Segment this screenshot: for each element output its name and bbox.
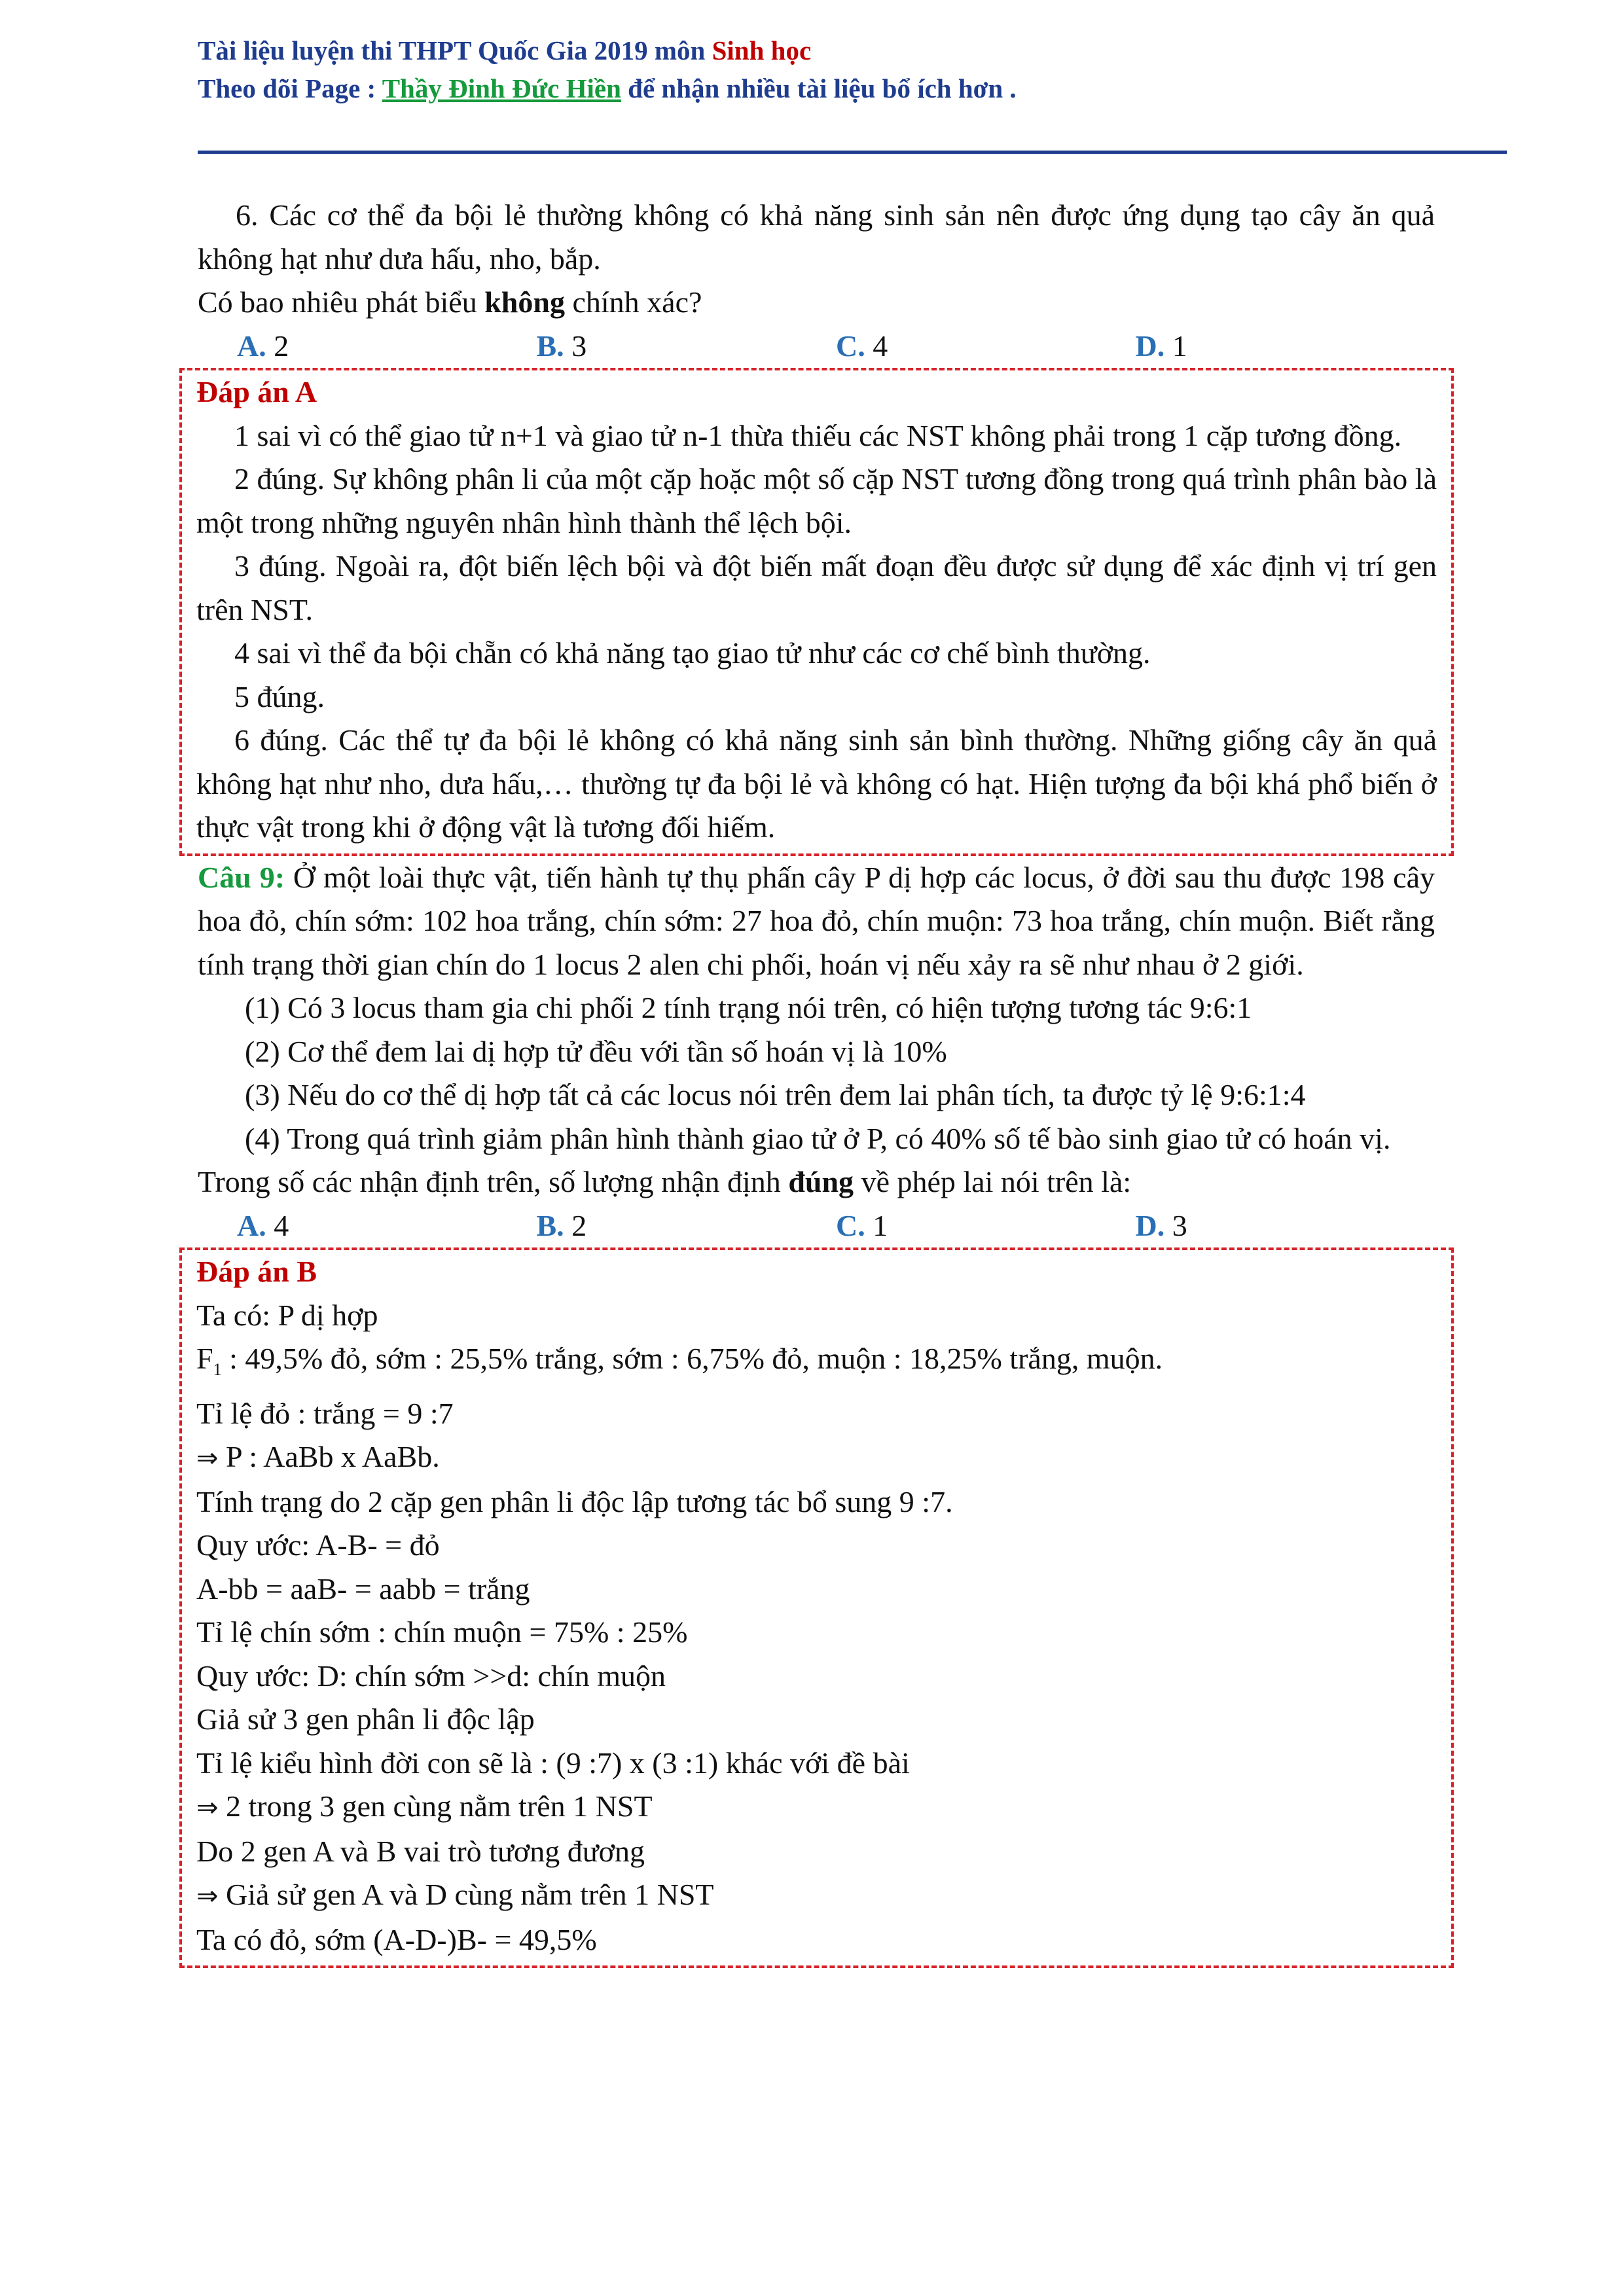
q9-stem: Câu 9: Ở một loài thực vật, tiến hành tự thụ phấn cây P dị hợp các locus, ở đời sau thu được 198 cây hoa đỏ, chín sớm: 102 hoa trắng, chín sớm: 27 hoa đỏ, chín muộn: 73 hoa trắng, chín muộn. Biết rằng tính trạng thời gian chín do 1 locus 2 alen chi phối, hoán vị nếu xảy ra sẽ như nhau ở 2 giới. (198, 860, 1435, 981)
q9-answer-line: Tỉ lệ kiểu hình đời con sẽ là : (9 :7) x (3 :1) khác với đề bài (196, 1746, 910, 1780)
q8-answer-box (179, 368, 1454, 856)
q8-choice-c[interactable]: C. 4 (836, 329, 888, 363)
header-title: Tài liệu luyện thi THPT Quốc Gia 2019 môn (198, 35, 712, 65)
q9-label: Câu 9: (198, 860, 285, 894)
q9-answer-line: Tỉ lệ đỏ : trắng = 9 :7 (196, 1396, 454, 1430)
q9-answer-title: Đáp án B (196, 1255, 317, 1288)
q9-answer-line: Ta có: P dị hợp (196, 1298, 378, 1332)
q8-answer-line: 2 đúng. Sự không phân li của một cặp hoặc một số cặp NST tương đồng trong quá trình phân bào là một trong những nguyên nhân hình thành thể lệch bội. (196, 462, 1437, 539)
q9-choice-c[interactable]: C. 1 (836, 1208, 888, 1242)
q8-answer-line: 5 đúng. (234, 679, 325, 713)
q8-answer-line: 1 sai vì có thể giao tử n+1 và giao tử n-1 thừa thiếu các NST không phải trong 1 cặp tương đồng. (234, 418, 1402, 452)
q9-answer-line: Quy ước: D: chín sớm >>d: chín muộn (196, 1659, 666, 1693)
q9-answer-line: ⇒ P : AaBb x AaBb. (196, 1440, 440, 1474)
q9-answer-f1-line: $F_1$ : 49,5% đỏ, sớm : 25,5% trắng, sớm : 6,75% đỏ, muộn : 18,25% trắng, muộn. (196, 1342, 1163, 1380)
q9-answer-line: ⇒ Giả sử gen A và D cùng nằm trên 1 NST (196, 1878, 714, 1912)
implies-arrow-icon: ⇒ (196, 1793, 219, 1823)
page-content (198, 194, 1435, 1968)
q8-answer-title: Đáp án A (196, 375, 317, 408)
header-divider (198, 151, 1507, 154)
q8-choice-d[interactable]: D. 1 (1135, 329, 1187, 363)
header-follow-suffix: để nhận nhiều tài liệu bổ ích hơn . (621, 73, 1017, 103)
header-subject: Sinh học (712, 35, 812, 65)
q8-answer-line: 4 sai vì thể đa bội chẵn có khả năng tạo giao tử như các cơ chế bình thường. (234, 636, 1151, 670)
q8-choice-a[interactable]: A. 2 (237, 329, 289, 363)
implies-arrow-icon: ⇒ (196, 1443, 219, 1474)
implies-arrow-icon: ⇒ (196, 1881, 219, 1912)
q9-statement: (1) Có 3 locus tham gia chi phối 2 tính trạng nói trên, có hiện tượng tương tác 9:6:1 (245, 991, 1252, 1024)
q9-choice-b[interactable]: B. 2 (536, 1208, 587, 1242)
q9-choices (198, 1204, 1435, 1248)
q9-choice-d[interactable]: D. 3 (1135, 1208, 1187, 1242)
q8-choice-b[interactable]: B. 3 (536, 329, 587, 363)
q9-answer-line: ⇒ 2 trong 3 gen cùng nằm trên 1 NST (196, 1789, 653, 1823)
page-header (198, 31, 1507, 107)
header-follow-text: Theo dõi Page : (198, 73, 382, 103)
q9-answer-line: Giả sử 3 gen phân li độc lập (196, 1702, 535, 1736)
q9-statement: (3) Nếu do cơ thể dị hợp tất cả các locus nói trên đem lai phân tích, ta được tỷ lệ 9:6:1:4 (245, 1078, 1306, 1111)
q9-choice-a[interactable]: A. 4 (237, 1208, 289, 1242)
header-line-1 (198, 31, 1507, 69)
q9-answer-line: Tỉ lệ chín sớm : chín muộn = 75% : 25% (196, 1615, 688, 1649)
q8-choices (198, 325, 1435, 368)
q8-answer-line: 3 đúng. Ngoài ra, đột biến lệch bội và đột biến mất đoạn đều được sử dụng để xác định vị trí gen trên NST. (196, 549, 1437, 626)
q9-statement: (2) Cơ thể đem lai dị hợp tử đều với tần số hoán vị là 10% (245, 1034, 947, 1068)
q8-statement-6: 6. Các cơ thể đa bội lẻ thường không có khả năng sinh sản nên được ứng dụng tạo cây ăn quả không hạt như dưa hấu, nho, bắp. (198, 198, 1435, 276)
q9-answer-line: Do 2 gen A và B vai trò tương đương (196, 1834, 645, 1868)
q9-answer-line: Quy ước: A-B- = đỏ (196, 1528, 440, 1562)
q9-statement: (4) Trong quá trình giảm phân hình thành giao tử ở P, có 40% số tế bào sinh giao tử có hoán vị. (245, 1121, 1391, 1155)
q8-prompt: Có bao nhiêu phát biểu không chính xác? (198, 285, 702, 319)
header-line-2 (198, 69, 1507, 107)
q9-answer-line: Ta có đỏ, sớm (A-D-)B- = 49,5% (196, 1922, 597, 1956)
q9-prompt: Trong số các nhận định trên, số lượng nhận định đúng về phép lai nói trên là: (198, 1165, 1132, 1198)
q9-answer-line: A-bb = aaB- = aabb = trắng (196, 1571, 530, 1605)
q8-answer-line: 6 đúng. Các thể tự đa bội lẻ không có khả năng sinh sản bình thường. Những giống cây ăn quả không hạt như nho, dưa hấu,… thường tự đa bội lẻ và không có hạt. Hiện tượng đa bội khá phổ biến ở thực vật trong khi ở động vật là tương đối hiếm. (196, 723, 1437, 844)
page-link[interactable]: Thầy Đinh Đức Hiền (382, 73, 621, 103)
q9-answer-box (179, 1247, 1454, 1968)
q9-answer-line: Tính trạng do 2 cặp gen phân li độc lập tương tác bổ sung 9 :7. (196, 1484, 953, 1518)
